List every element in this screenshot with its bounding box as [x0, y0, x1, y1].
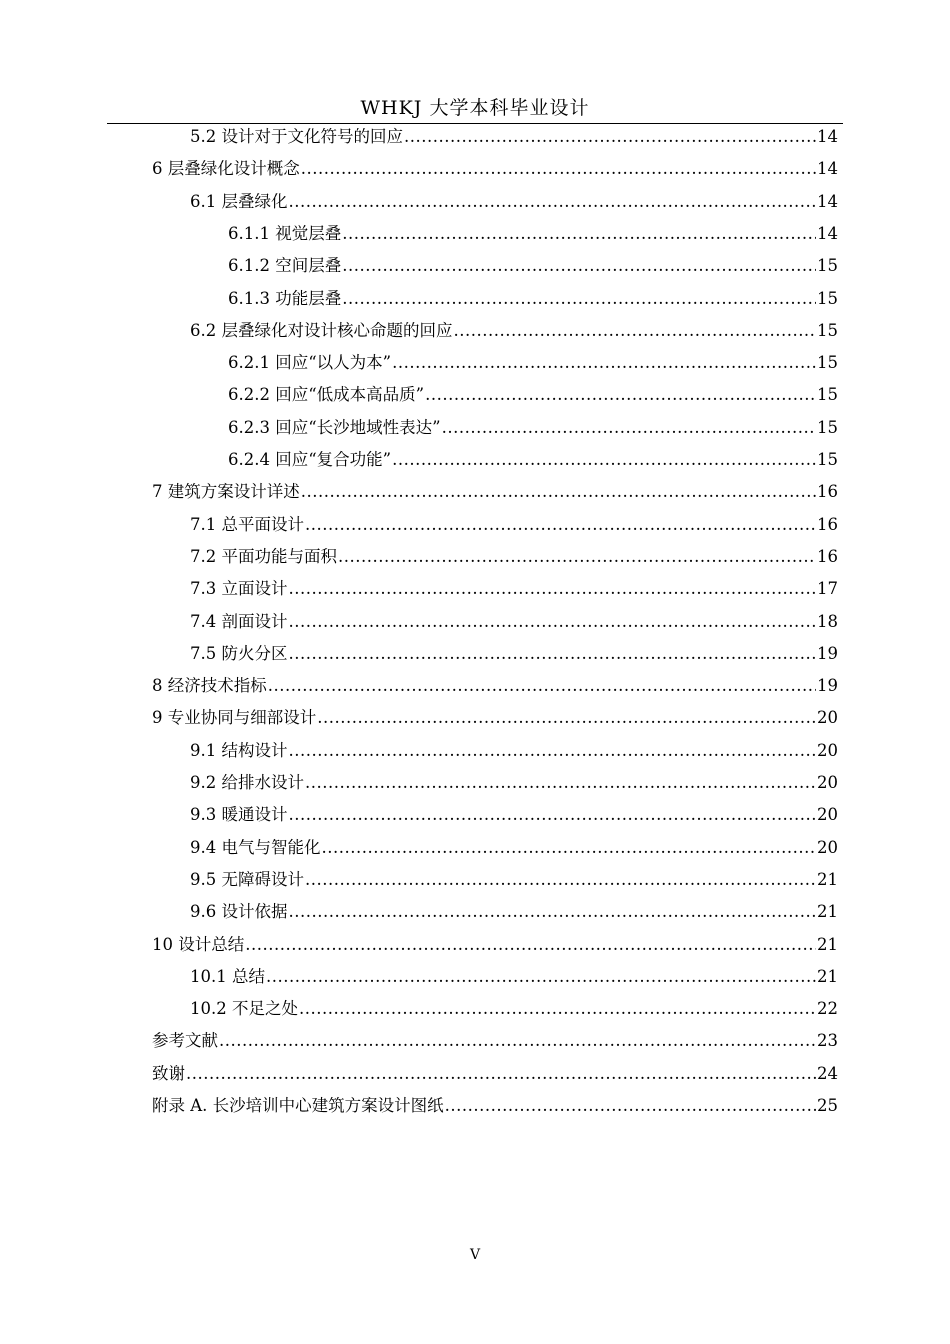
toc-entry[interactable]	[152, 477, 838, 507]
toc-entry-title: 6.1.3 功能层叠	[228, 288, 342, 308]
toc-entry[interactable]	[190, 994, 838, 1024]
toc-entry[interactable]	[152, 1026, 838, 1056]
toc-entry-title: 6.1.2 空间层叠	[228, 256, 342, 276]
toc-leader-dots	[445, 1091, 816, 1121]
toc-entry-page: 17	[817, 579, 838, 599]
toc-leader-dots	[342, 284, 816, 314]
toc-entry-page: 16	[817, 482, 838, 502]
toc-entry-page: 14	[817, 159, 838, 179]
toc-entry-page: 21	[817, 902, 838, 922]
toc-entry[interactable]	[228, 284, 838, 314]
toc-leader-dots	[219, 1026, 816, 1056]
toc-leader-dots	[266, 962, 816, 992]
toc-entry-title: 6.2.3 回应“长沙地域性表达”	[228, 417, 441, 437]
toc-entry-title: 7 建筑方案设计详述	[152, 482, 300, 502]
toc-entry[interactable]	[190, 865, 838, 895]
toc-entry-page: 21	[817, 869, 838, 889]
toc-entry[interactable]	[190, 542, 838, 572]
toc-leader-dots	[404, 122, 816, 152]
toc-entry-title: 9.3 暖通设计	[190, 805, 288, 825]
toc-entry-title: 9.4 电气与智能化	[190, 837, 321, 857]
toc-entry-page: 15	[817, 417, 838, 437]
toc-entry-page: 14	[817, 223, 838, 243]
toc-entry-title: 9.5 无障碍设计	[190, 869, 304, 889]
toc-leader-dots	[392, 445, 816, 475]
toc-entry-page: 19	[817, 676, 838, 696]
toc-leader-dots	[268, 671, 816, 701]
toc-entry[interactable]	[152, 930, 838, 960]
toc-entry-page: 21	[817, 934, 838, 954]
toc-leader-dots	[289, 800, 817, 830]
toc-entry[interactable]	[228, 251, 838, 281]
toc-leader-dots	[289, 574, 817, 604]
toc-entry-page: 20	[817, 837, 838, 857]
toc-entry[interactable]	[228, 445, 838, 475]
toc-leader-dots	[342, 251, 816, 281]
toc-entry-title: 6.2.4 回应“复合功能”	[228, 450, 392, 469]
toc-entry-title: 5.2 设计对于文化符号的回应	[190, 127, 403, 146]
toc-entry-page: 15	[817, 385, 838, 405]
toc-entry[interactable]	[152, 154, 838, 184]
toc-entry-page: 25	[817, 1096, 838, 1115]
toc-entry-page: 19	[817, 643, 838, 663]
toc-entry[interactable]	[228, 219, 838, 249]
toc-entry-title: 9 专业协同与细部设计	[152, 708, 317, 728]
toc-entry-title: 6 层叠绿化设计概念	[152, 159, 300, 179]
toc-entry[interactable]	[190, 768, 838, 798]
toc-entry[interactable]	[190, 800, 838, 830]
toc-leader-dots	[186, 1059, 816, 1089]
toc-leader-dots	[442, 413, 816, 443]
toc-leader-dots	[299, 994, 816, 1024]
toc-entry[interactable]	[228, 413, 838, 443]
toc-entry[interactable]	[190, 316, 838, 346]
toc-entry-page: 16	[817, 514, 838, 534]
toc-entry-page: 15	[817, 320, 838, 340]
toc-entry-title: 7.1 总平面设计	[190, 514, 304, 534]
toc-entry-page: 20	[817, 740, 838, 760]
toc-entry[interactable]	[152, 703, 838, 733]
toc-entry-page: 15	[817, 288, 838, 308]
toc-entry-title: 参考文献	[152, 1031, 218, 1051]
toc-leader-dots	[289, 187, 817, 217]
toc-entry[interactable]	[190, 574, 838, 604]
toc-entry-page: 15	[817, 353, 838, 373]
toc-entry-page: 20	[817, 805, 838, 825]
toc-entry[interactable]	[228, 348, 838, 378]
toc-leader-dots	[301, 477, 816, 507]
toc-entry-title: 10.1 总结	[190, 966, 265, 986]
toc-entry[interactable]	[190, 607, 838, 637]
toc-leader-dots	[289, 607, 817, 637]
toc-entry-title: 10.2 不足之处	[190, 999, 298, 1019]
toc-entry[interactable]	[190, 897, 838, 927]
toc-entry-title: 致谢	[152, 1063, 185, 1083]
toc-entry-title: 附录 A. 长沙培训中心建筑方案设计图纸	[152, 1096, 444, 1115]
toc-entry-page: 14	[817, 191, 838, 211]
toc-entry[interactable]	[190, 639, 838, 669]
toc-entry-page: 15	[817, 256, 838, 276]
toc-leader-dots	[305, 768, 816, 798]
toc-leader-dots	[289, 736, 817, 766]
toc-entry-title: 6.2 层叠绿化对设计核心命题的回应	[190, 320, 453, 340]
toc-entry[interactable]	[228, 380, 838, 410]
toc-leader-dots	[289, 639, 817, 669]
toc-entry-title: 9.1 结构设计	[190, 740, 288, 760]
toc-entry[interactable]	[190, 833, 838, 863]
toc-entry-page: 14	[817, 127, 838, 146]
toc-entry-page: 18	[817, 611, 838, 631]
toc-leader-dots	[342, 219, 816, 249]
toc-leader-dots	[289, 897, 817, 927]
toc-entry-page: 16	[817, 546, 838, 566]
toc-entry-title: 9.2 给排水设计	[190, 773, 304, 792]
toc-leader-dots	[245, 930, 816, 960]
toc-leader-dots	[454, 316, 817, 346]
toc-entry-page: 20	[817, 773, 838, 792]
toc-leader-dots	[425, 380, 816, 410]
toc-entry[interactable]	[190, 187, 838, 217]
toc-entry[interactable]	[190, 122, 838, 152]
toc-leader-dots	[301, 154, 816, 184]
toc-entry-title: 9.6 设计依据	[190, 902, 288, 922]
page-number: V	[469, 1247, 481, 1263]
toc-entry-page: 21	[817, 966, 838, 986]
toc-entry-page: 23	[817, 1031, 838, 1051]
toc-leader-dots	[392, 348, 816, 378]
toc-entry-title: 6.1.1 视觉层叠	[228, 223, 342, 243]
toc-entry-page: 20	[817, 708, 838, 728]
toc-leader-dots	[317, 703, 816, 733]
toc-entry[interactable]	[190, 510, 838, 540]
toc-entry-title: 7.2 平面功能与面积	[190, 546, 337, 566]
toc-entry[interactable]	[190, 962, 838, 992]
toc-entry-title: 7.4 剖面设计	[190, 611, 288, 631]
toc-entry-page: 15	[817, 450, 838, 469]
toc-entry-title: 7.5 防火分区	[190, 643, 288, 663]
toc-entry[interactable]	[152, 1091, 838, 1121]
toc-leader-dots	[305, 865, 816, 895]
toc-entry[interactable]	[152, 671, 838, 701]
toc-entry-page: 24	[817, 1063, 838, 1083]
toc-entry-page: 22	[817, 999, 838, 1019]
toc-entry-title: 10 设计总结	[152, 934, 245, 954]
toc-entry-title: 6.2.1 回应“以人为本”	[228, 353, 392, 373]
toc-entry[interactable]	[190, 736, 838, 766]
toc-entry-title: 8 经济技术指标	[152, 676, 267, 696]
toc-entry-title: 7.3 立面设计	[190, 579, 288, 599]
toc-leader-dots	[338, 542, 816, 572]
toc-leader-dots	[322, 833, 817, 863]
toc-entry-title: 6.2.2 回应“低成本高品质”	[228, 385, 425, 405]
page-header: WHKJ 大学本科毕业设计	[360, 97, 590, 119]
toc-leader-dots	[305, 510, 816, 540]
toc-entry[interactable]	[152, 1059, 838, 1089]
toc-entry-title: 6.1 层叠绿化	[190, 191, 288, 211]
